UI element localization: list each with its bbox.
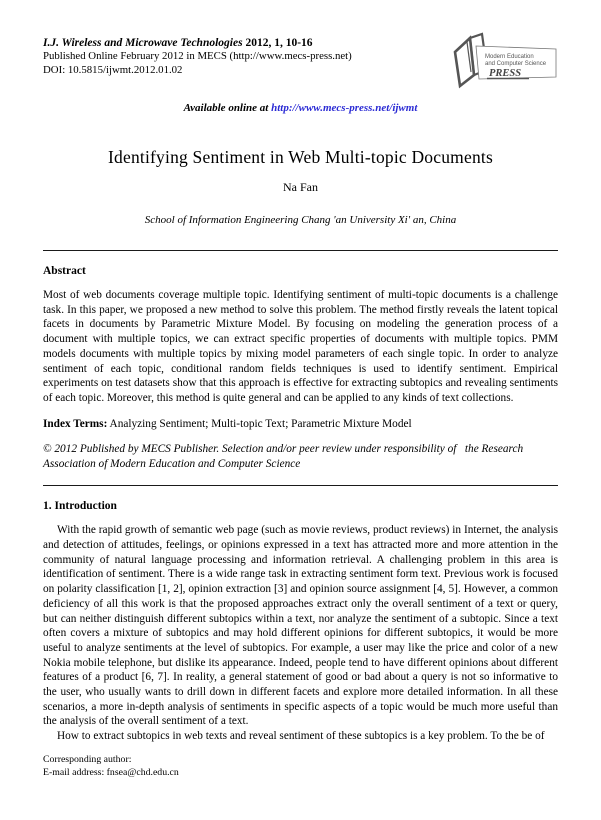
index-terms-line <box>43 417 558 432</box>
abstract-body: Most of web documents coverage multiple topic. Identifying sentiment of multi-topic documents is a challenge task. In this paper, we proposed a new method to solve this problem. The method firstly reveals the latent topical facets in documents by Parametric Mixture Model. By focusing on modeling the generation process of a document with multiple topics, we can extract specific properties of documents with multiple topics. PMM models documents with multiple topics by mixing model parameters of each single topic. In order to analyze sentiment of each topic, conditional random fields techniques is used to identify sentiment. Empirical experiments on test datasets show that this approach is effective for extracting subtopics and revealing sentiments of each topic. Moreover, this method is quite general and can be applied to any kinds of text collections. <box>43 289 558 404</box>
author-name: Na Fan <box>283 180 318 194</box>
email-address-line: E-mail address: fnsea@chd.edu.cn <box>43 766 179 778</box>
author-affiliation: School of Information Engineering Chang 'an University Xi' an, China <box>144 214 457 226</box>
footnote-block <box>43 753 558 779</box>
copyright-notice: © 2012 Published by MECS Publisher. Selection and/or peer review under responsibility of the Research Association of Modern Education and Computer Science <box>43 443 526 471</box>
journal-issue: 2012, 1, 10-16 <box>242 37 313 49</box>
index-terms-label: Index Terms: <box>43 417 108 430</box>
divider-top <box>43 250 558 251</box>
abstract-heading: Abstract <box>43 265 86 277</box>
index-terms-value: Analyzing Sentiment; Multi-topic Text; Parametric Mixture Model <box>107 417 412 430</box>
published-online-line: Published Online February 2012 in MECS (http://www.mecs-press.net) <box>43 50 352 62</box>
doi-line: DOI: 10.5815/ijwmt.2012.01.02 <box>43 63 183 76</box>
corresponding-author-line: Corresponding author: <box>43 753 132 765</box>
paper-title: Identifying Sentiment in Web Multi-topic Documents <box>108 147 493 167</box>
mecs-press-logo <box>443 32 558 90</box>
available-online-text: Available online at <box>183 102 272 114</box>
introduction-heading: 1. Introduction <box>43 500 117 513</box>
logo-text-line1: Modern Education <box>485 54 534 60</box>
logo-text-line2: and Computer Science <box>485 61 547 67</box>
logo-press-text: PRESS <box>489 68 522 79</box>
journal-url-link[interactable]: http://www.mecs-press.net/ijwmt <box>271 102 418 114</box>
introduction-paragraph-2: How to extract subtopics in web texts and reveal sentiment of these subtopics is a key problem. To the be of <box>57 730 545 743</box>
journal-header <box>43 36 558 77</box>
divider-bottom <box>43 485 558 486</box>
available-online-line <box>43 102 558 114</box>
book-icon <box>443 32 558 90</box>
journal-name: I.J. Wireless and Microwave Technologies <box>43 37 243 49</box>
introduction-paragraph-1: With the rapid growth of semantic web page (such as movie reviews, product reviews) in Internet, the analysis and detection of attitudes, feelings, or opinions expressed in a text has attracted more and more attention in the community of natural language processing and information retrieval. A challenging problem in this area is identification of sentiment. There is a wide range task in extracting sentiment form text. Previous work is focused on polarity classification [1, 2], opinion extraction [3] and opinion source assignment [4, 5]. However, a common deficiency of all this work is that the proposed approaches extract only the overall sentiment of a text or query, but can neither distinguish different subtopics within a text, nor analyze the sentiment of a subtopic. Since a text often covers a mixture of subtopics and may hold different opinions for different subtopics, it would be more useful to analyze sentiments at the level of subtopics. For example, a user may like the price and color of a new Nokia mobile telephone, but dislike its appearance. Indeed, people tend to have different opinions about different features of a product [6, 7]. In reality, a general statement of good or bad about a query is not so informative to the user, who usually wants to drill down in different facets and explore more detailed information. In all these scenarios, a more in-depth analysis of sentiments in specific aspects of a topic would be much more useful than the analysis of the overall sentiment of a text. <box>43 524 558 728</box>
